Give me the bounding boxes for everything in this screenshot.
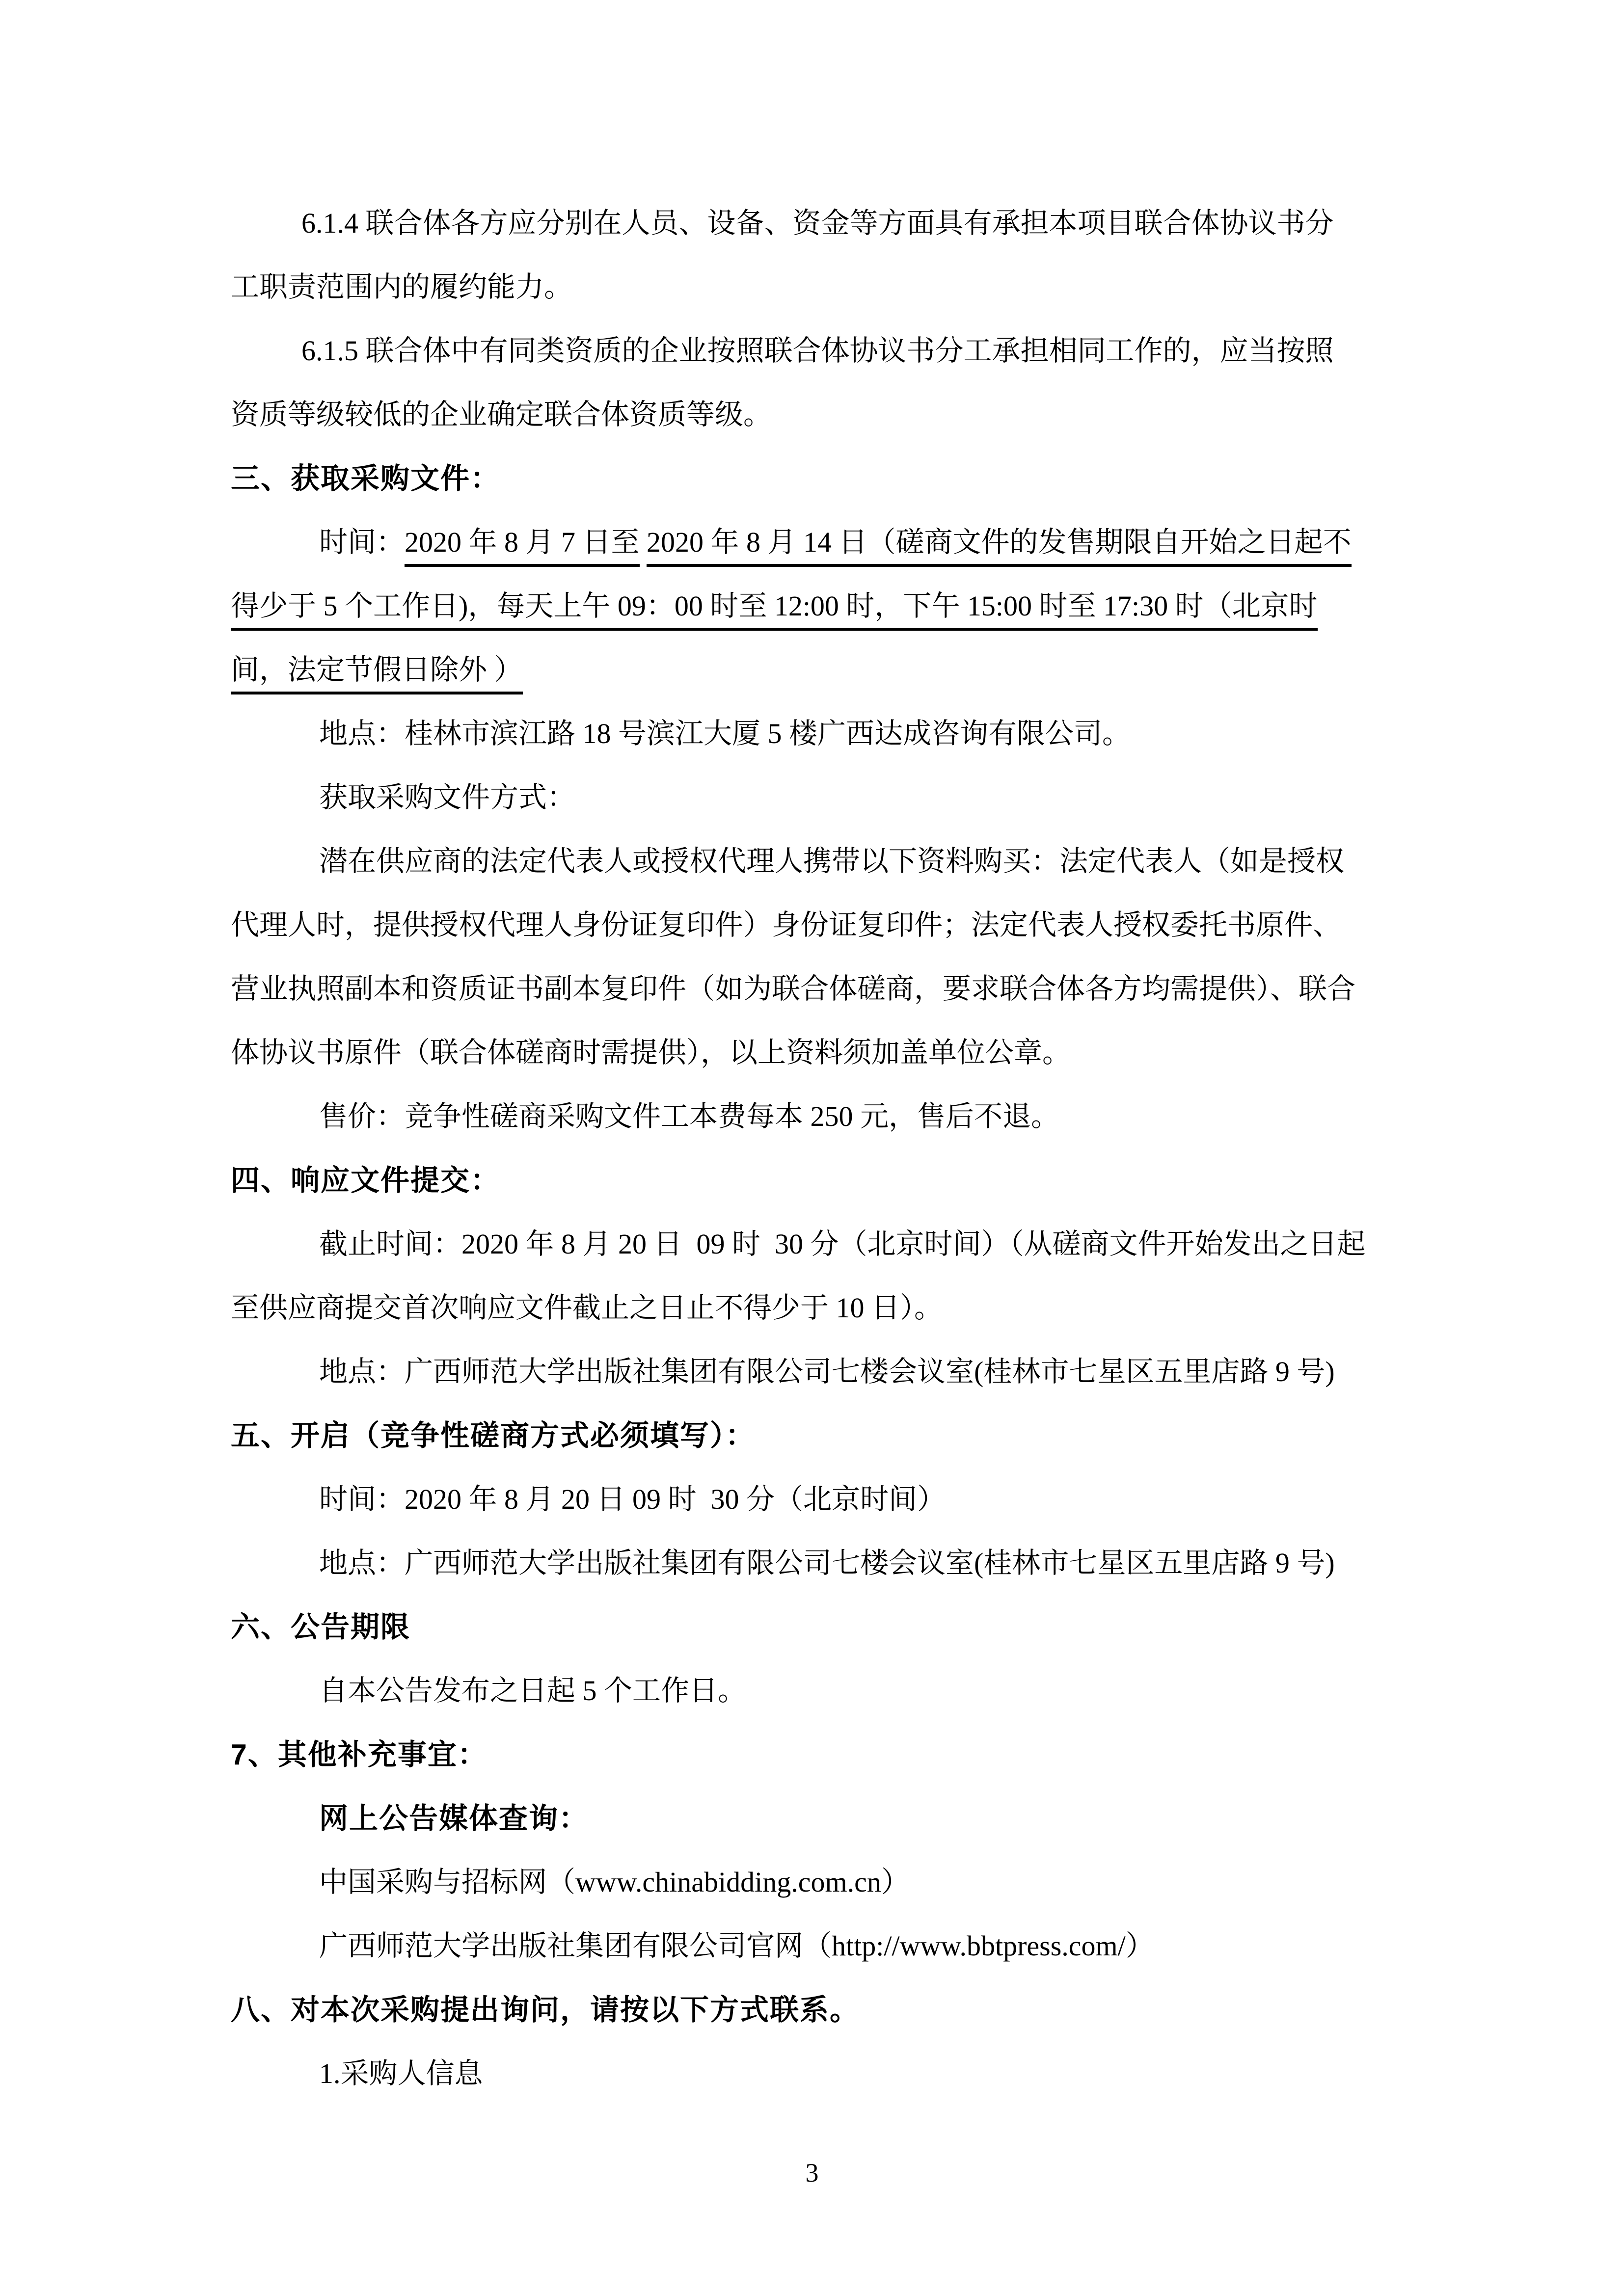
- sec3-time-line-2: [231, 574, 1389, 638]
- sale-hours-underlined: 得少于 5 个工作日)，每天上午 09：00 时至 12:00 时，下午 15:00 时至 17:30 时（北京时: [231, 590, 1318, 631]
- sec5-location: 地点：广西师范大学出版社集团有限公司七楼会议室(桂林市七星区五里店路 9 号): [319, 1547, 1335, 1579]
- section-5-heading: 五、开启（竞争性磋商方式必须填写）：: [231, 1419, 756, 1452]
- sec3-location: 地点：桂林市滨江路 18 号滨江大厦 5 楼广西达成咨询有限公司。: [319, 718, 1131, 749]
- sec7-media-chinabidding: 中国采购与招标网（www.chinabidding.com.cn）: [319, 1866, 910, 1898]
- section-7-heading: 7、其他补充事宜：: [231, 1738, 487, 1771]
- sec3-method-line-4: 体协议书原件（联合体磋商时需提供），以上资料须加盖单位公章。: [231, 1037, 1071, 1068]
- para-614-line-2: 工职责范围内的履约能力。: [231, 271, 573, 303]
- sec4-deadline-line-2: 至供应商提交首次响应文件截止之日止不得少于 10 日）。: [231, 1292, 943, 1324]
- sec7-media-bbtpress: 广西师范大学出版社集团有限公司官网（http://www.bbtpress.com/）: [319, 1930, 1154, 1962]
- sec3-time-line-3: [231, 638, 1389, 702]
- sec6-body: 自本公告发布之日起 5 个工作日。: [319, 1675, 747, 1707]
- section-3-heading: 三、获取采购文件：: [231, 462, 501, 495]
- sec5-time: 时间：2020 年 8 月 20 日 09 时 30 分（北京时间）: [319, 1483, 946, 1515]
- para-615-line-1: 6.1.5 联合体中有同类资质的企业按照联合体协议书分工承担相同工作的，应当按照: [301, 335, 1334, 367]
- section-6-heading: 六、公告期限: [231, 1611, 411, 1643]
- document-body: [231, 191, 1389, 2106]
- section-4-heading: 四、响应文件提交：: [231, 1164, 501, 1197]
- sec3-method-line-1: 潜在供应商的法定代表人或授权代理人携带以下资料购买：法定代表人（如是授权: [319, 845, 1345, 877]
- sec3-method-line-3: 营业执照副本和资质证书副本复印件（如为联合体磋商，要求联合体各方均需提供）、联合: [231, 973, 1356, 1005]
- para-615-line-2: 资质等级较低的企业确定联合体资质等级。: [231, 399, 772, 430]
- time-label: 时间：: [319, 526, 405, 558]
- page-number: 3: [805, 2158, 819, 2188]
- sec3-time-line-1: [231, 510, 1389, 574]
- sec8-item-1: 1.采购人信息: [319, 2057, 483, 2089]
- sec7-media-title: 网上公告媒体查询：: [319, 1802, 589, 1835]
- sec3-method-line-2: 代理人时，提供授权代理人身份证复印件）身份证复印件；法定代表人授权委托书原件、: [231, 909, 1342, 941]
- section-8-heading: 八、对本次采购提出询问，请按以下方式联系。: [231, 1994, 860, 2026]
- sale-hours-tail-underlined: 间，法定节假日除外 ）: [231, 654, 523, 694]
- para-614-line-1: 6.1.4 联合体各方应分别在人员、设备、资金等方面具有承担本项目联合体协议书分: [301, 207, 1334, 239]
- sec4-deadline-line-1: 截止时间：2020 年 8 月 20 日 09 时 30 分（北京时间）（从磋商文件开始发出之日起: [319, 1228, 1366, 1260]
- sale-period-end-underlined: 2020 年 8 月 14 日（磋商文件的发售期限自开始之日起不: [647, 526, 1352, 567]
- sale-period-start-underlined: 2020 年 8 月 7 日至: [405, 526, 640, 567]
- sec3-price: 售价：竞争性磋商采购文件工本费每本 250 元，售后不退。: [319, 1100, 1060, 1132]
- underline-gap: [640, 526, 647, 558]
- sec4-location: 地点：广西师范大学出版社集团有限公司七楼会议室(桂林市七星区五里店路 9 号): [319, 1356, 1335, 1388]
- sec3-method-title: 获取采购文件方式：: [319, 781, 576, 813]
